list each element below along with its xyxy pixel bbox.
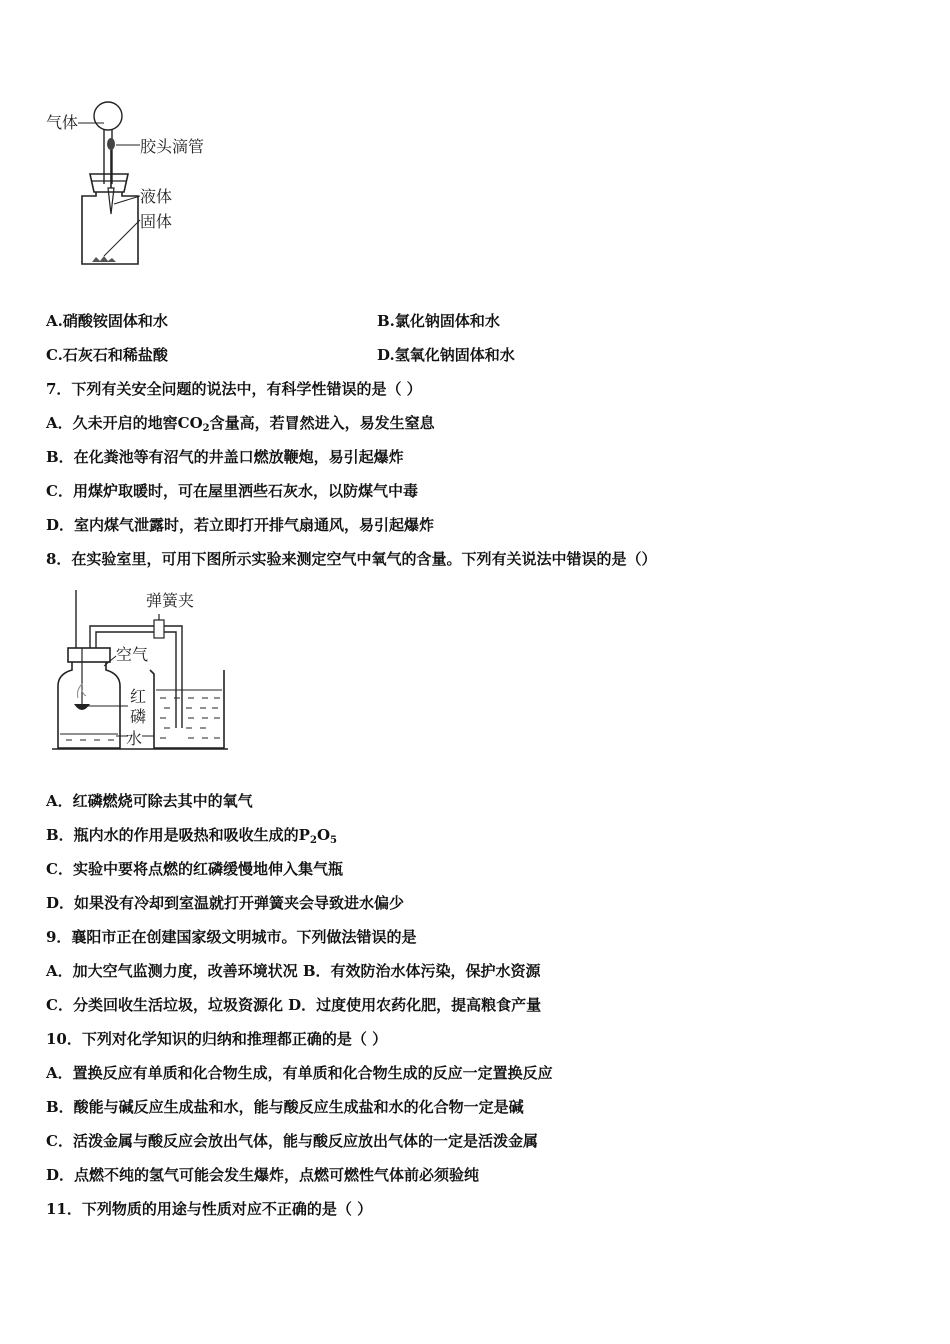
q8-option-b: B．瓶内水的作用是吸热和吸收生成的$P_2O_5$: [46, 826, 337, 846]
q7-option-a: A．久未开启的地窖$CO_2$含量高，若冒然进入，易发生窒息: [46, 414, 435, 434]
q6-option-c: C.石灰石和稀盐酸: [46, 346, 168, 364]
q8-option-a: A．红磷燃烧可除去其中的氧气: [46, 792, 253, 810]
label-red: 红: [130, 687, 147, 706]
label-solid: 固体: [140, 212, 173, 231]
q7-option-b: B．在化粪池等有沼气的井盖口燃放鞭炮，易引起爆炸: [46, 448, 404, 466]
q10-stem: 10．下列对化学知识的归纳和推理都正确的是（ ）: [46, 1030, 388, 1048]
label-spring-clip: 弹簧夹: [146, 591, 195, 610]
label-water: 水: [126, 729, 143, 748]
q10-option-d: D．点燃不纯的氢气可能会发生爆炸，点燃可燃性气体前必须验纯: [46, 1166, 480, 1184]
label-dropper: 胶头滴管: [140, 137, 205, 156]
bottle-stopper: [68, 648, 110, 662]
spring-clip: [154, 620, 164, 638]
q9-options-cd: C．分类回收生活垃圾，垃圾资源化 D．过度使用农药化肥，提高粮食产量: [46, 996, 542, 1014]
q7-option-d: D．室内煤气泄露时，若立即打开排气扇通风，易引起爆炸: [46, 516, 435, 534]
label-liquid: 液体: [140, 187, 173, 206]
q7-stem: 7．下列有关安全问题的说法中，有科学性错误的是（ ）: [46, 380, 422, 398]
label-phosphorus: 磷: [130, 707, 147, 726]
q8-option-c: C．实验中要将点燃的红磷缓慢地伸入集气瓶: [46, 860, 343, 878]
q8-stem: 8．在实验室里，可用下图所示实验来测定空气中氧气的含量。下列有关说法中错误的是（）: [46, 550, 657, 568]
oxygen-content-experiment-figure: [46, 586, 236, 756]
balloon: [94, 102, 122, 130]
q6-option-b: B.氯化钠固体和水: [377, 312, 500, 330]
q10-option-a: A．置换反应有单质和化合物生成，有单质和化合物生成的反应一定置换反应: [46, 1064, 553, 1082]
beaker: [150, 670, 224, 748]
q9-options-ab: A．加大空气监测力度，改善环境状况 B．有效防治水体污染，保护水资源: [46, 962, 541, 980]
q6-option-a: A.硝酸铵固体和水: [46, 312, 168, 330]
label-gas: 气体: [46, 113, 79, 132]
label-air: 空气: [116, 645, 149, 664]
gas-generation-apparatus-figure: [40, 96, 230, 271]
q10-option-b: B．酸能与碱反应生成盐和水，能与酸反应生成盐和水的化合物一定是碱: [46, 1098, 524, 1116]
q6-option-d: D.氢氧化钠固体和水: [377, 346, 515, 364]
q9-stem: 9．襄阳市正在创建国家级文明城市。下列做法错误的是: [46, 928, 417, 946]
q10-option-c: C．活泼金属与酸反应会放出气体，能与酸反应放出气体的一定是活泼金属: [46, 1132, 538, 1150]
q8-option-d: D．如果没有冷却到室温就打开弹簧夹会导致进水偏少: [46, 894, 405, 912]
q7-option-c: C．用煤炉取暖时，可在屋里洒些石灰水，以防煤气中毒: [46, 482, 418, 500]
q11-stem: 11．下列物质的用途与性质对应不正确的是（ ）: [46, 1200, 373, 1218]
stopper: [90, 174, 128, 192]
dropper-bulb: [107, 138, 115, 150]
